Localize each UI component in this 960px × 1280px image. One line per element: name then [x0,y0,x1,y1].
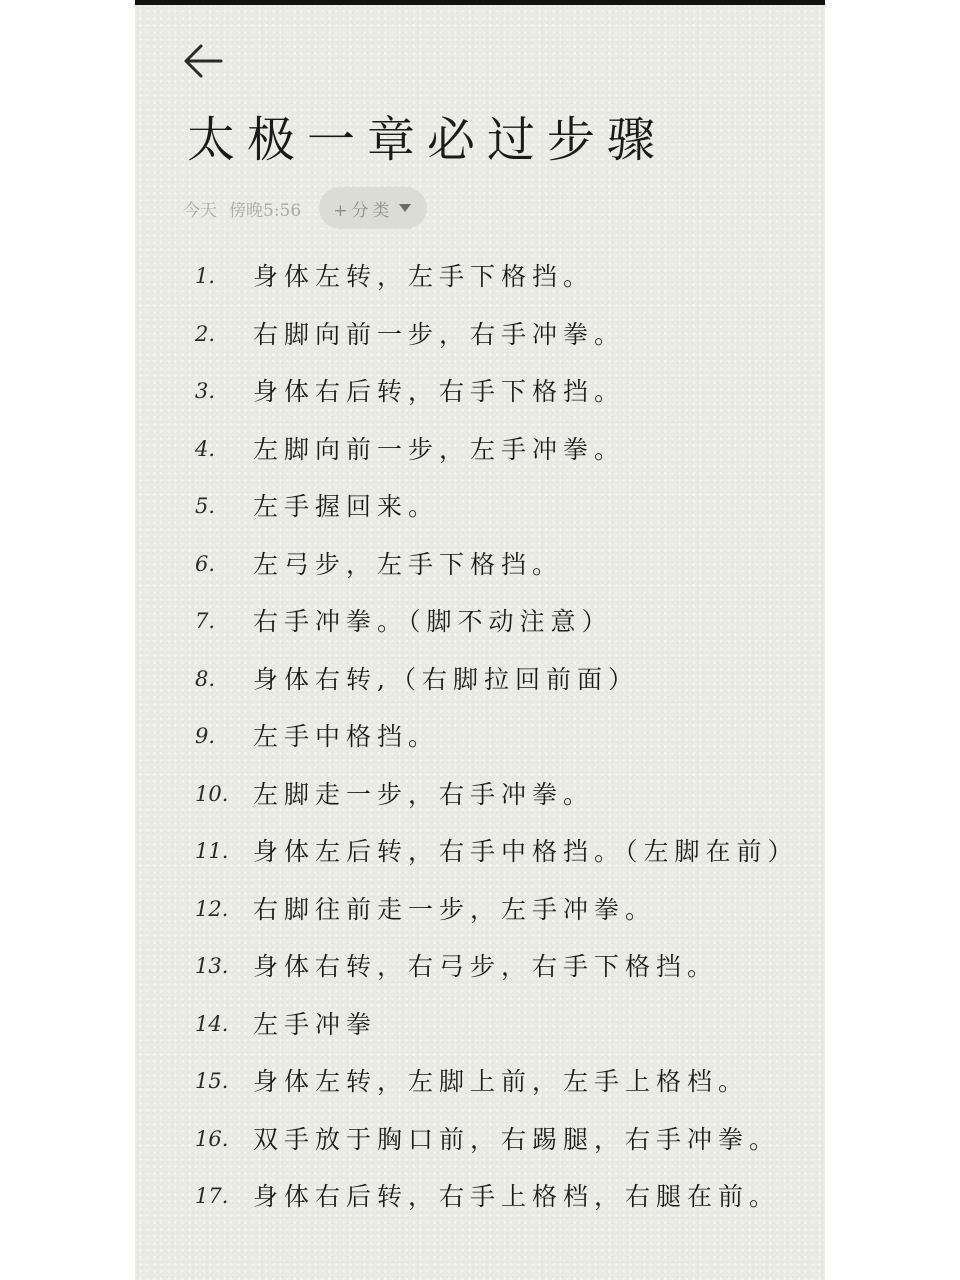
step-text: 左脚向前一步，左手冲拳。 [253,434,626,464]
step-number: 7. [195,609,216,633]
back-button[interactable] [179,37,227,85]
note-time: 傍晚5:56 [229,200,302,221]
step-item [195,766,795,824]
step-item [195,651,795,709]
step-text: 左脚走一步，右手冲拳。 [253,779,595,809]
step-text: 身体右后转，右手上格档，右腿在前。 [253,1182,781,1211]
category-label: +分类 [333,200,394,221]
step-number: 10. [195,781,229,806]
category-button[interactable] [319,187,427,229]
step-item [195,1168,795,1226]
step-item [195,248,795,306]
step-number: 12. [195,896,229,921]
step-item [195,996,795,1054]
step-item [195,938,795,996]
caret-down-icon [399,204,411,212]
step-text: 左手握回来。 [253,492,440,521]
step-item [195,421,795,479]
note-meta [183,187,427,229]
step-text: 左弓步，左手下格挡。 [253,549,564,579]
step-item [195,593,795,651]
step-item [195,708,795,766]
step-item [195,306,795,364]
note-screen [135,5,825,1280]
note-date: 今天 [183,200,217,221]
step-text: 身体右后转，右手下格挡。 [253,377,626,406]
step-text: 双手放于胸口前，右踢腿，右手冲拳。 [253,1124,781,1154]
step-text: 身体左后转，右手中格挡。（左脚在前） [253,837,799,866]
step-text: 左手冲拳 [253,1009,378,1039]
note-title: 太极一章必过步骤 [187,112,668,168]
step-text: 右脚向前一步，右手冲拳。 [253,319,626,349]
step-text: 身体右转，右弓步，右手下格挡。 [253,952,719,981]
step-number: 14. [195,1011,229,1036]
step-item [195,881,795,939]
steps-list [195,248,799,1226]
step-number: 17. [195,1184,229,1208]
step-number: 13. [195,954,229,978]
step-number: 6. [195,551,216,576]
step-text: 左手中格挡。 [253,722,440,751]
step-item [195,823,799,881]
step-text: 右脚往前走一步，左手冲拳。 [253,894,657,924]
step-text: 右手冲拳。（脚不动注意） [253,607,613,636]
step-number: 9. [195,724,216,748]
step-number: 5. [195,494,216,518]
step-number: 11. [195,839,229,863]
step-number: 3. [195,379,216,403]
step-item [195,1053,795,1111]
step-number: 15. [195,1069,229,1093]
step-item [195,478,795,536]
step-number: 8. [195,666,216,691]
step-number: 4. [195,436,216,461]
step-item [195,363,795,421]
step-item [195,536,795,594]
step-text: 身体左转，左脚上前，左手上格档。 [253,1067,750,1096]
step-text: 身体左转，左手下格挡。 [253,262,595,291]
back-arrow-icon [179,37,227,85]
step-number: 1. [195,264,216,288]
step-item [195,1111,795,1169]
step-number: 16. [195,1126,229,1151]
step-text: 身体右转,（右脚拉回前面） [253,664,639,694]
step-number: 2. [195,321,216,346]
